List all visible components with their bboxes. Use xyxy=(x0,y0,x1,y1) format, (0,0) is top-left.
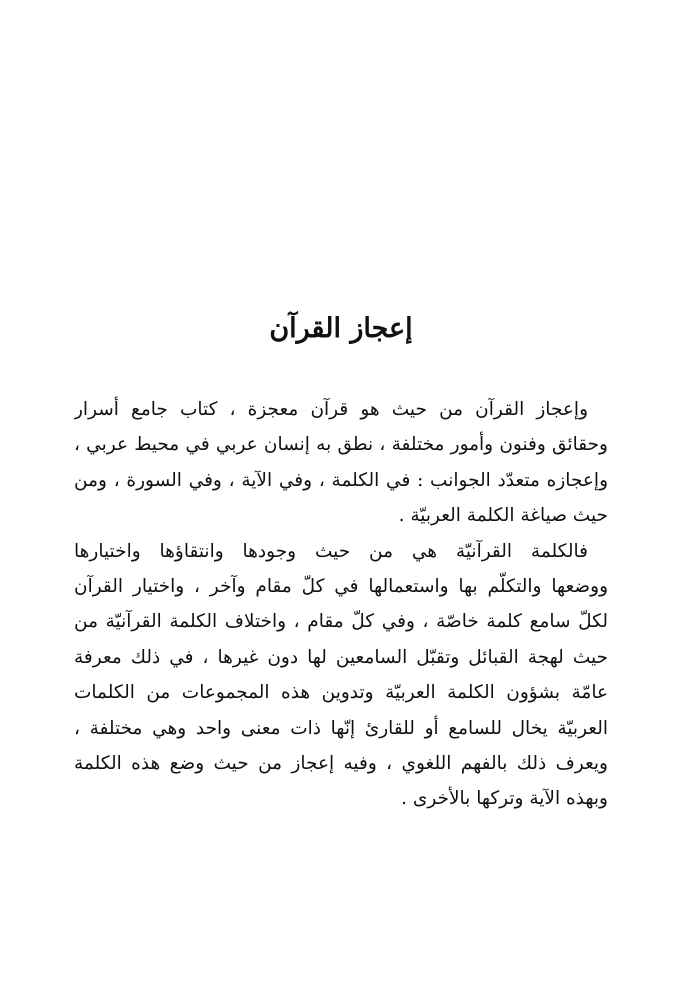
text-line: وبهذه الآية وتركها بالأخرى . xyxy=(401,788,608,810)
text-line: فالكلمة القرآنيّة هي من حيث وجودها وانتقاؤها واختيارها xyxy=(74,540,588,562)
text-line: ويعرف ذلك بالفهم اللغوي ، وفيه إعجاز من حيث وضع هذه الكلمة xyxy=(74,752,608,774)
text-line: العربيّة يخال للسامع أو للقارئ إنّها ذات معنى واحد وهي مختلفة ، xyxy=(74,717,608,739)
paragraph xyxy=(74,534,608,817)
text-line: لكلّ سامع كلمة خاصّة ، وفي كلّ مقام ، واختلاف الكلمة القرآنيّة من xyxy=(74,611,608,633)
text-line: ووضعها والتكلّم بها واستعمالها في كلّ مقام وآخر ، واختيار القرآن xyxy=(74,575,608,597)
text-line: عامّة بشؤون الكلمة العربيّة وتدوين هذه المجموعات من الكلمات xyxy=(74,682,608,704)
text-line: وإعجاز القرآن من حيث هو قرآن معجزة ، كتاب جامع أسرار xyxy=(74,399,588,420)
paragraph xyxy=(74,392,608,534)
text-line: حيث لهجة القبائل وتقبّل السامعين لها دون غيرها ، في ذلك معرفة xyxy=(74,646,608,668)
text-line: حيث صياغة الكلمة العربيّة . xyxy=(398,505,608,527)
body-text xyxy=(74,392,608,817)
chapter-title: إعجاز القرآن xyxy=(269,313,413,344)
text-line: وحقائق وفنون وأمور مختلفة ، نطق به إنسان عربي في محيط عربي ، xyxy=(74,434,608,456)
text-line: وإعجازه متعدّد الجوانب : في الكلمة ، وفي الآية ، وفي السورة ، ومن xyxy=(74,469,608,491)
